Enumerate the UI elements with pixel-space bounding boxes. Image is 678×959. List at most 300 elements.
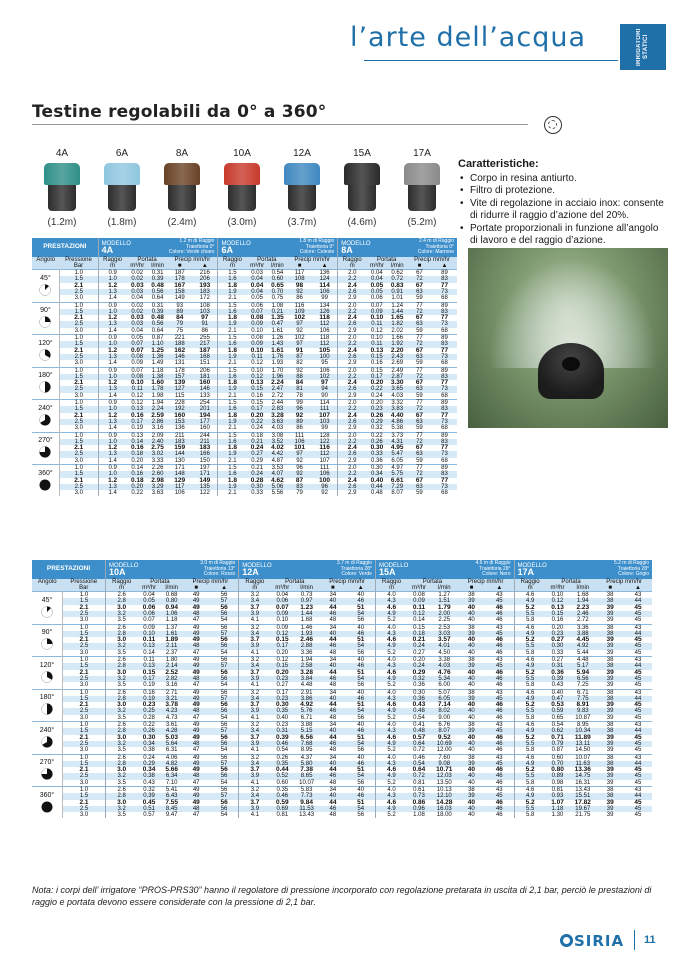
value-cell: 0.96 [407,806,431,812]
value-cell: 114 [312,283,338,289]
value-cell: 59 [407,490,432,496]
table-row [32,812,652,818]
value-cell: 44 [624,696,652,702]
value-cell: 106 [167,490,192,496]
angle-label: 180° [39,694,55,702]
value-cell: 0.21 [407,637,431,643]
value-cell: 1.8 [218,445,247,451]
value-cell: 46 [485,702,514,708]
value-cell: 0.68 [161,592,183,599]
value-cell: 6.31 [161,747,183,754]
value-cell: 1.0 [98,309,127,315]
value-cell: 133 [192,393,218,400]
nozzle-radius: (4.6m) [347,217,377,228]
pressure-cell: 1.0 [59,432,98,439]
value-cell: 89 [432,400,457,407]
model-info [337,561,372,578]
value-cell: 1.2 [98,380,127,386]
value-cell: 0.21 [246,439,267,445]
value-cell: 40 [458,611,485,617]
value-cell: 56 [347,682,376,689]
value-cell: 10.69 [431,741,458,747]
value-cell: 6.71 [569,689,596,696]
nozzle-radius: (1.8m) [107,217,137,228]
value-cell: 0.22 [366,432,387,439]
value-cell: 4.3 [375,663,407,669]
value-cell: 0.9 [98,432,127,439]
value-cell: 2.59 [148,413,167,419]
value-cell: 47 [182,747,209,754]
value-cell: 4.40 [388,413,407,419]
value-cell: 111 [312,406,338,412]
value-cell: 77 [407,367,432,374]
value-cell: 56 [210,624,239,631]
value-cell: 0.13 [246,380,267,386]
value-cell: 54 [210,747,239,754]
value-cell: 86 [192,328,218,335]
table-row [32,787,652,794]
value-cell: 0.10 [137,631,161,637]
value-cell: 105 [312,348,338,354]
value-cell: 1.6 [218,406,247,412]
value-cell: 2.6 [106,689,138,696]
value-cell: 46 [319,773,346,779]
value-cell: 0.06 [366,295,387,302]
value-cell: 59 [407,360,432,367]
value-cell: 1.26 [268,335,287,342]
value-cell: 45 [624,605,652,611]
value-cell: 1.68 [294,617,319,624]
value-cell: 2.88 [294,643,319,649]
pressure-cell: 3.0 [59,328,98,335]
value-cell: 45 [485,598,514,604]
pressure-cell: 1.0 [63,754,106,761]
value-cell: 0.10 [246,367,267,374]
value-cell: 63 [407,451,432,457]
model-info [614,561,649,578]
lmin-unit: l/min [148,263,167,270]
value-cell: 0.54 [270,747,294,754]
model-label: MODELLO [221,241,251,248]
value-cell: 57 [210,696,239,702]
value-cell: 4.6 [514,787,546,794]
value-cell: 0.14 [407,617,431,624]
value-cell: 1.76 [268,354,287,360]
angle-cell [32,302,59,334]
table-row [32,682,652,689]
value-cell: 4.6 [375,800,407,806]
value-cell: 153 [167,419,192,425]
value-cell: 136 [312,270,338,277]
triangle-icon: ▲ [624,585,652,592]
value-cell: 44 [319,670,346,676]
value-cell: 8.07 [431,728,458,734]
value-cell: 2.0 [338,432,367,439]
value-cell: 0.17 [270,643,294,649]
value-cell: 14.75 [569,773,596,779]
value-cell: 2.1 [218,360,247,367]
value-cell: 3.2 [106,773,138,779]
value-cell: 0.16 [366,360,387,367]
value-cell: 1.08 [407,812,431,818]
value-cell: 40 [458,617,485,624]
value-cell: 92 [287,458,312,465]
value-cell: 96 [287,406,312,412]
value-cell: 1.70 [268,367,287,374]
value-cell: 3.0 [106,670,138,676]
value-cell: 43 [485,754,514,761]
value-cell: 3.08 [268,432,287,439]
value-cell: 68 [432,458,457,465]
value-cell: 2.1 [218,328,247,335]
value-cell: 3.88 [294,722,319,729]
value-cell: 0.86 [407,800,431,806]
value-cell: 0.62 [546,728,570,734]
value-cell: 47 [182,780,209,787]
raggio-header: Raggio [218,257,247,263]
portata-header: Portata [366,257,407,263]
value-cell: 0.17 [270,689,294,696]
value-cell: 34 [319,787,346,794]
value-cell: 4.03 [388,393,407,400]
value-cell: 96 [287,465,312,472]
pressure-cell: 2.5 [59,451,98,457]
nozzle-icon [104,163,140,211]
model-label: MODELLO [341,241,371,248]
value-cell: 2.52 [161,670,183,676]
value-cell: 2.1 [218,295,247,302]
value-cell: 5.34 [431,676,458,682]
table-row [32,689,652,696]
value-cell: 0.04 [137,592,161,599]
value-cell: 40 [458,605,485,611]
value-cell: 38 [596,793,624,799]
precip-header: Precip mm/hr [407,257,457,263]
value-cell: 2.6 [106,624,138,631]
value-cell: 1.23 [294,605,319,611]
value-cell: 0.81 [546,787,570,794]
value-cell: 43 [624,787,652,794]
value-cell: 77 [432,315,457,321]
value-cell: 40 [458,670,485,676]
value-cell: 1.93 [294,631,319,637]
angle-cell [32,657,63,689]
value-cell: 7.75 [569,696,596,702]
value-cell: 89 [432,432,457,439]
value-cell: 4.0 [375,689,407,696]
value-cell: 5.2 [514,670,546,676]
page-number: 11 [644,934,656,946]
value-cell: 77 [407,335,432,342]
value-cell: 39 [596,702,624,708]
pressure-cell: 1.5 [59,309,98,315]
value-cell: 38 [596,663,624,669]
nozzle-icon [344,163,380,211]
value-cell: 0.16 [127,471,148,477]
value-cell: 39 [458,631,485,637]
value-cell: 3.2 [239,787,271,794]
value-cell: 162 [167,348,192,354]
value-cell: 1.6 [218,276,247,282]
value-cell: 39 [596,643,624,649]
value-cell: 0.24 [137,754,161,761]
value-cell: 34 [319,592,346,599]
value-cell: 56 [210,800,239,806]
table-row [32,458,457,465]
value-cell: 2.0 [338,302,367,309]
value-cell: 5.5 [514,643,546,649]
value-cell: 1.0 [98,276,127,282]
value-cell: 5.15 [294,728,319,734]
pressure-cell: 2.1 [63,800,106,806]
value-cell: 14.28 [431,800,458,806]
value-cell: 77 [407,400,432,407]
value-cell: 45 [485,793,514,799]
value-cell: 3.5 [106,715,138,722]
value-cell: 0.09 [137,624,161,631]
table-row [32,617,652,624]
value-cell: 72 [407,471,432,477]
value-cell: 8.45 [161,806,183,812]
model-code: MODELLO 15A [378,563,409,578]
value-cell: 9.00 [431,715,458,722]
value-cell: 67 [407,270,432,277]
value-cell: 83 [287,484,312,490]
pressure-cell: 1.5 [59,276,98,282]
value-cell: 43 [485,624,514,631]
value-cell: 0.12 [270,657,294,664]
value-cell: 0.04 [270,592,294,599]
model-info-line: 4.6 m di Raggio [475,560,511,566]
value-cell: 111 [312,465,338,472]
value-cell: 0.56 [148,289,167,295]
pressure-cell: 3.0 [63,650,106,657]
value-cell: 0.15 [246,386,267,392]
value-cell: 90 [312,393,338,400]
value-cell: 99 [312,425,338,432]
raggio-header: Raggio [338,257,367,263]
value-cell: 0.35 [270,708,294,714]
value-cell: 54 [347,741,376,747]
value-cell: 2.47 [268,386,287,392]
angle-cell [32,722,63,754]
value-cell: 4.07 [268,471,287,477]
value-cell: 39 [458,696,485,702]
value-cell: 67 [407,478,432,484]
value-cell: 40 [458,676,485,682]
value-cell: 45 [624,643,652,649]
value-cell: 4.9 [514,728,546,734]
value-cell: 46 [485,773,514,779]
value-cell: 2.9 [338,328,367,335]
value-cell: 89 [432,302,457,309]
value-cell: 48 [319,812,346,818]
value-cell: 0.36 [366,458,387,465]
value-cell: 43 [624,754,652,761]
value-cell: 1.43 [268,341,287,347]
value-cell: 1.5 [218,432,247,439]
value-cell: 4.92 [294,702,319,708]
value-cell: 2.0 [338,400,367,407]
value-cell: 89 [287,419,312,425]
value-cell: 0.52 [270,773,294,779]
pressure-cell: 1.5 [63,696,106,702]
value-cell: 3.29 [148,484,167,490]
value-cell: 160 [167,413,192,419]
value-cell: 228 [167,400,192,407]
value-cell: 2.86 [148,419,167,425]
value-cell: 1.10 [148,341,167,347]
value-cell: 211 [192,439,218,445]
value-cell: 0.04 [366,270,387,277]
value-cell: 0.57 [137,812,161,818]
value-cell: 56 [210,767,239,773]
value-cell: 5.2 [514,735,546,741]
model-code: MODELLO 10A [109,563,139,578]
value-cell: 56 [210,754,239,761]
value-cell: 38 [596,598,624,604]
portata-header: Portata [246,257,287,263]
value-cell: 54 [210,682,239,689]
value-cell: 0.10 [246,348,267,354]
value-cell: 2.6 [106,787,138,794]
value-cell: 0.07 [366,302,387,309]
value-cell: 0.04 [246,276,267,282]
value-cell: 160 [192,425,218,432]
value-cell: 171 [167,465,192,472]
value-cell: 54 [347,676,376,682]
value-cell: 39 [596,812,624,818]
pressure-cell: 2.1 [63,637,106,643]
value-cell: 59 [407,295,432,302]
value-cell: 102 [312,374,338,380]
value-cell: 49 [182,728,209,734]
value-cell: 2.71 [161,689,183,696]
value-cell: 0.31 [148,270,167,277]
value-cell: 4.03 [268,425,287,432]
value-cell: 14.50 [569,747,596,754]
value-cell: 1.0 [98,341,127,347]
value-cell: 59 [407,328,432,335]
value-cell: 63 [407,484,432,490]
value-cell: 49 [182,657,209,664]
sector-270-icon [41,768,53,780]
value-cell: 2.75 [148,445,167,451]
value-cell: 150 [192,458,218,465]
value-cell: 77 [432,413,457,419]
value-cell: 4.6 [375,637,407,643]
value-cell: 1.6 [218,309,247,315]
value-cell: 2.1 [218,425,247,432]
value-cell: 126 [312,309,338,315]
angle-label: 360° [38,469,53,477]
value-cell: 0.20 [246,413,267,419]
value-cell: 4.6 [375,670,407,676]
table-row [32,335,457,342]
value-cell: 1.2 [98,478,127,484]
value-cell: 0.23 [366,406,387,412]
model-header-4a [98,238,218,257]
value-cell: 3.30 [388,380,407,386]
value-cell: 2.4 [338,445,367,451]
value-cell: 0.80 [546,767,570,773]
value-cell: 2.2 [338,309,367,315]
value-cell: 4.6 [375,605,407,611]
value-cell: 9.52 [431,735,458,741]
value-cell: 48 [182,773,209,779]
value-cell: 45 [485,761,514,767]
value-cell: 43 [485,722,514,729]
triangle-icon: ▲ [485,585,514,592]
value-cell: 1.78 [148,386,167,392]
value-cell: 40 [319,696,346,702]
pressure-cell: 3.0 [63,617,106,624]
value-cell: 39 [596,715,624,722]
value-cell: 3.21 [161,696,183,702]
value-cell: 2.46 [294,637,319,643]
value-cell: 1.68 [569,592,596,599]
pressure-cell: 3.0 [59,295,98,302]
value-cell: 13.11 [569,741,596,747]
spec-table-1 [32,238,457,496]
value-cell: 73 [432,321,457,327]
value-cell: 3.7 [239,605,271,611]
value-cell: 0.13 [137,663,161,669]
value-cell: 255 [192,335,218,342]
value-cell: 5.5 [514,741,546,747]
value-cell: 40 [458,741,485,747]
value-cell: 0.11 [407,605,431,611]
value-cell: 51 [347,637,376,643]
value-cell: 0.87 [148,335,167,342]
value-cell: 2.82 [161,676,183,682]
value-cell: 39 [596,611,624,617]
sector-270-icon [39,446,51,458]
value-cell: 4.9 [375,806,407,812]
value-cell: 103 [192,309,218,315]
value-cell: 0.28 [246,478,267,484]
angle-cell [32,335,59,367]
value-cell: 44 [319,767,346,773]
value-cell: 0.43 [546,682,570,689]
value-cell: 1.6 [218,471,247,477]
side-tab-label: IRRIGATORI STATICI [636,28,649,66]
value-cell: 51 [347,735,376,741]
value-cell: 0.54 [546,722,570,729]
value-cell: 0.24 [407,663,431,669]
angle-label: 180° [38,372,53,380]
sector-240-icon [39,414,51,426]
value-cell: 3.2 [239,624,271,631]
value-cell: 4.9 [375,741,407,747]
value-cell: 0.20 [366,380,387,386]
nozzle-radius: (5.2m) [407,217,437,228]
value-cell: 4.62 [268,478,287,484]
value-cell: 2.6 [106,657,138,664]
value-cell: 4.37 [294,754,319,761]
value-cell: 56 [210,689,239,696]
value-cell: 48 [182,806,209,812]
model-header-12a [239,560,376,579]
value-cell: 109 [287,309,312,315]
value-cell: 2.4 [338,380,367,386]
value-cell: 46 [485,812,514,818]
value-cell: 68 [432,393,457,400]
value-cell: 34 [319,754,346,761]
value-cell: 0.9 [98,400,127,407]
value-cell: 1.2 [98,413,127,419]
value-cell: 34 [319,657,346,664]
